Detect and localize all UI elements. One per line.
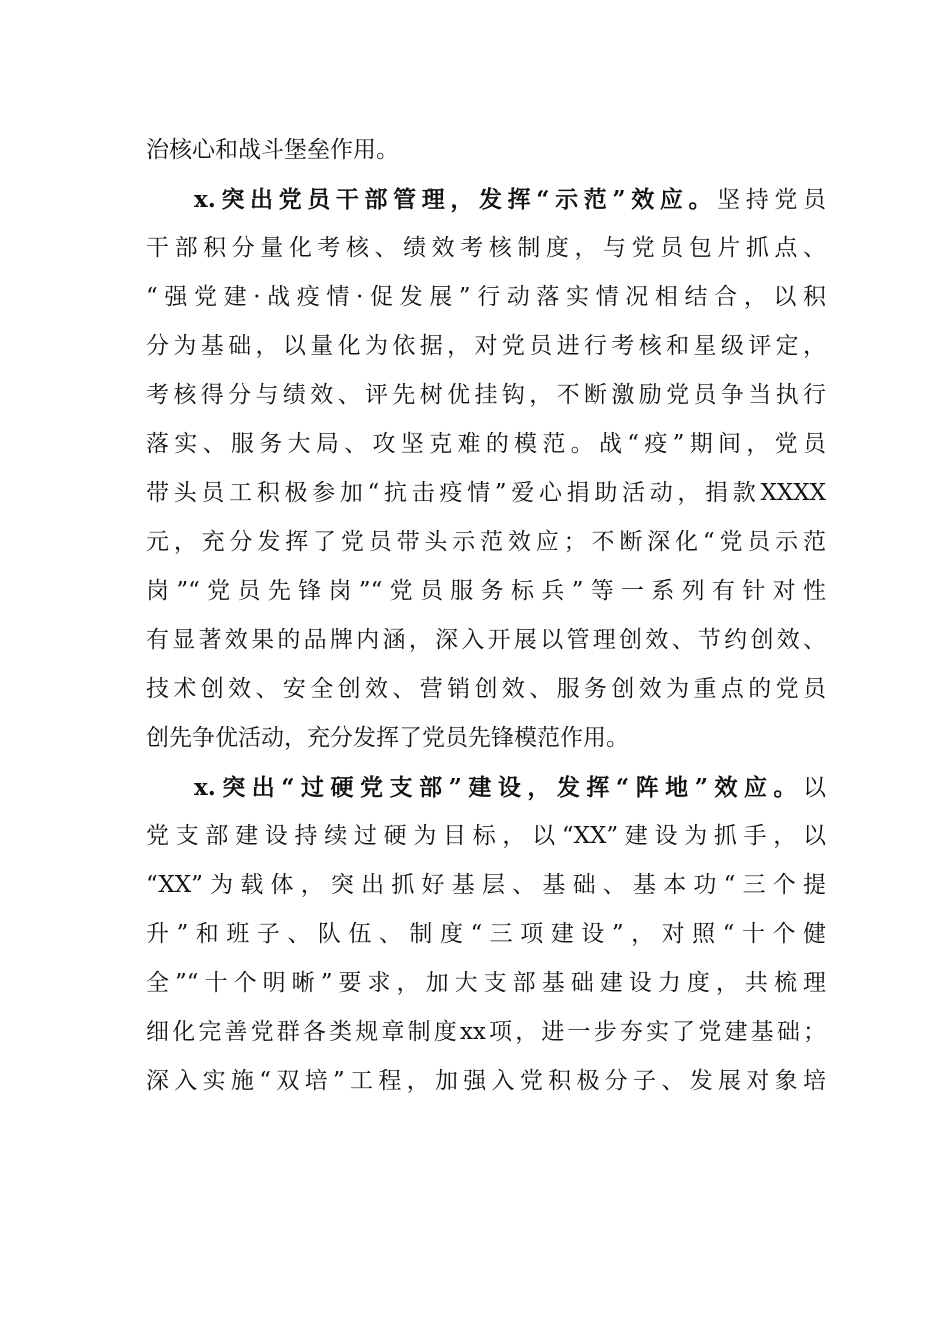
text-line-18 [146,959,826,1008]
line-text: 分为基础，以量化为依据，对党员进行考核和星级评定， [146,333,826,359]
text-line-12 [146,665,826,714]
line-text: 细化完善党群各类规章制度xx项，进一步夯实了党建基础； [146,1019,826,1045]
line-text: 深入实施“双培”工程，加强入党积极分子、发展对象培 [146,1068,826,1094]
text-line-1 [146,126,826,175]
line-text: 创先争优活动，充分发挥了党员先锋模范作用。 [146,725,629,751]
text-line-2 [146,175,826,224]
text-line-6 [146,371,826,420]
text-line-3 [146,224,826,273]
section-heading-2: x.突出“过硬党支部”建设，发挥“阵地”效应。 [194,774,803,801]
text-line-20 [146,1057,826,1106]
text-line-14 [146,763,826,812]
line-text: 元，充分发挥了党员带头示范效应；不断深化“党员示范 [146,529,826,555]
line-text: 落实、服务大局、攻坚克难的模范。战“疫”期间，党员 [146,431,826,457]
line-text: 岗”“党员先锋岗”“党员服务标兵”等一系列有针对性 [146,578,826,604]
text-line-5 [146,322,826,371]
text-line-17 [146,910,826,959]
line-text: 有显著效果的品牌内涵，深入开展以管理创效、节约创效、 [146,627,826,653]
text-line-13 [146,714,826,763]
text-line-11 [146,616,826,665]
line-text: 干部积分量化考核、绩效考核制度，与党员包片抓点、 [146,235,826,261]
text-line-7 [146,420,826,469]
line-text: 技术创效、安全创效、营销创效、服务创效为重点的党员 [146,676,826,702]
body-text [146,126,826,1106]
text-line-10 [146,567,826,616]
text-line-4 [146,273,826,322]
line-text: 以 [803,775,826,801]
line-text: 全”“十个明晰”要求，加大支部基础建设力度，共梳理 [146,970,826,996]
line-text: “XX”为载体，突出抓好基层、基础、基本功“三个提 [146,872,826,898]
line-text: 考核得分与绩效、评先树优挂钩，不断激励党员争当执行 [146,382,826,408]
text-line-15 [146,812,826,861]
line-text: 升”和班子、队伍、制度“三项建设”，对照“十个健 [146,921,826,947]
line-text: 治核心和战斗堡垒作用。 [146,137,399,163]
line-text: “强党建·战疫情·促发展”行动落实情况相结合，以积 [146,284,826,310]
line-text: 坚持党员 [717,187,826,213]
section-heading-1: x.突出党员干部管理，发挥“示范”效应。 [194,186,718,213]
text-line-16 [146,861,826,910]
line-text: 党支部建设持续过硬为目标，以“XX”建设为抓手，以 [146,823,826,849]
text-line-8 [146,469,826,518]
text-line-9 [146,518,826,567]
line-text: 带头员工积极参加“抗击疫情”爱心捐助活动，捐款XXXX [146,480,826,506]
text-line-19 [146,1008,826,1057]
